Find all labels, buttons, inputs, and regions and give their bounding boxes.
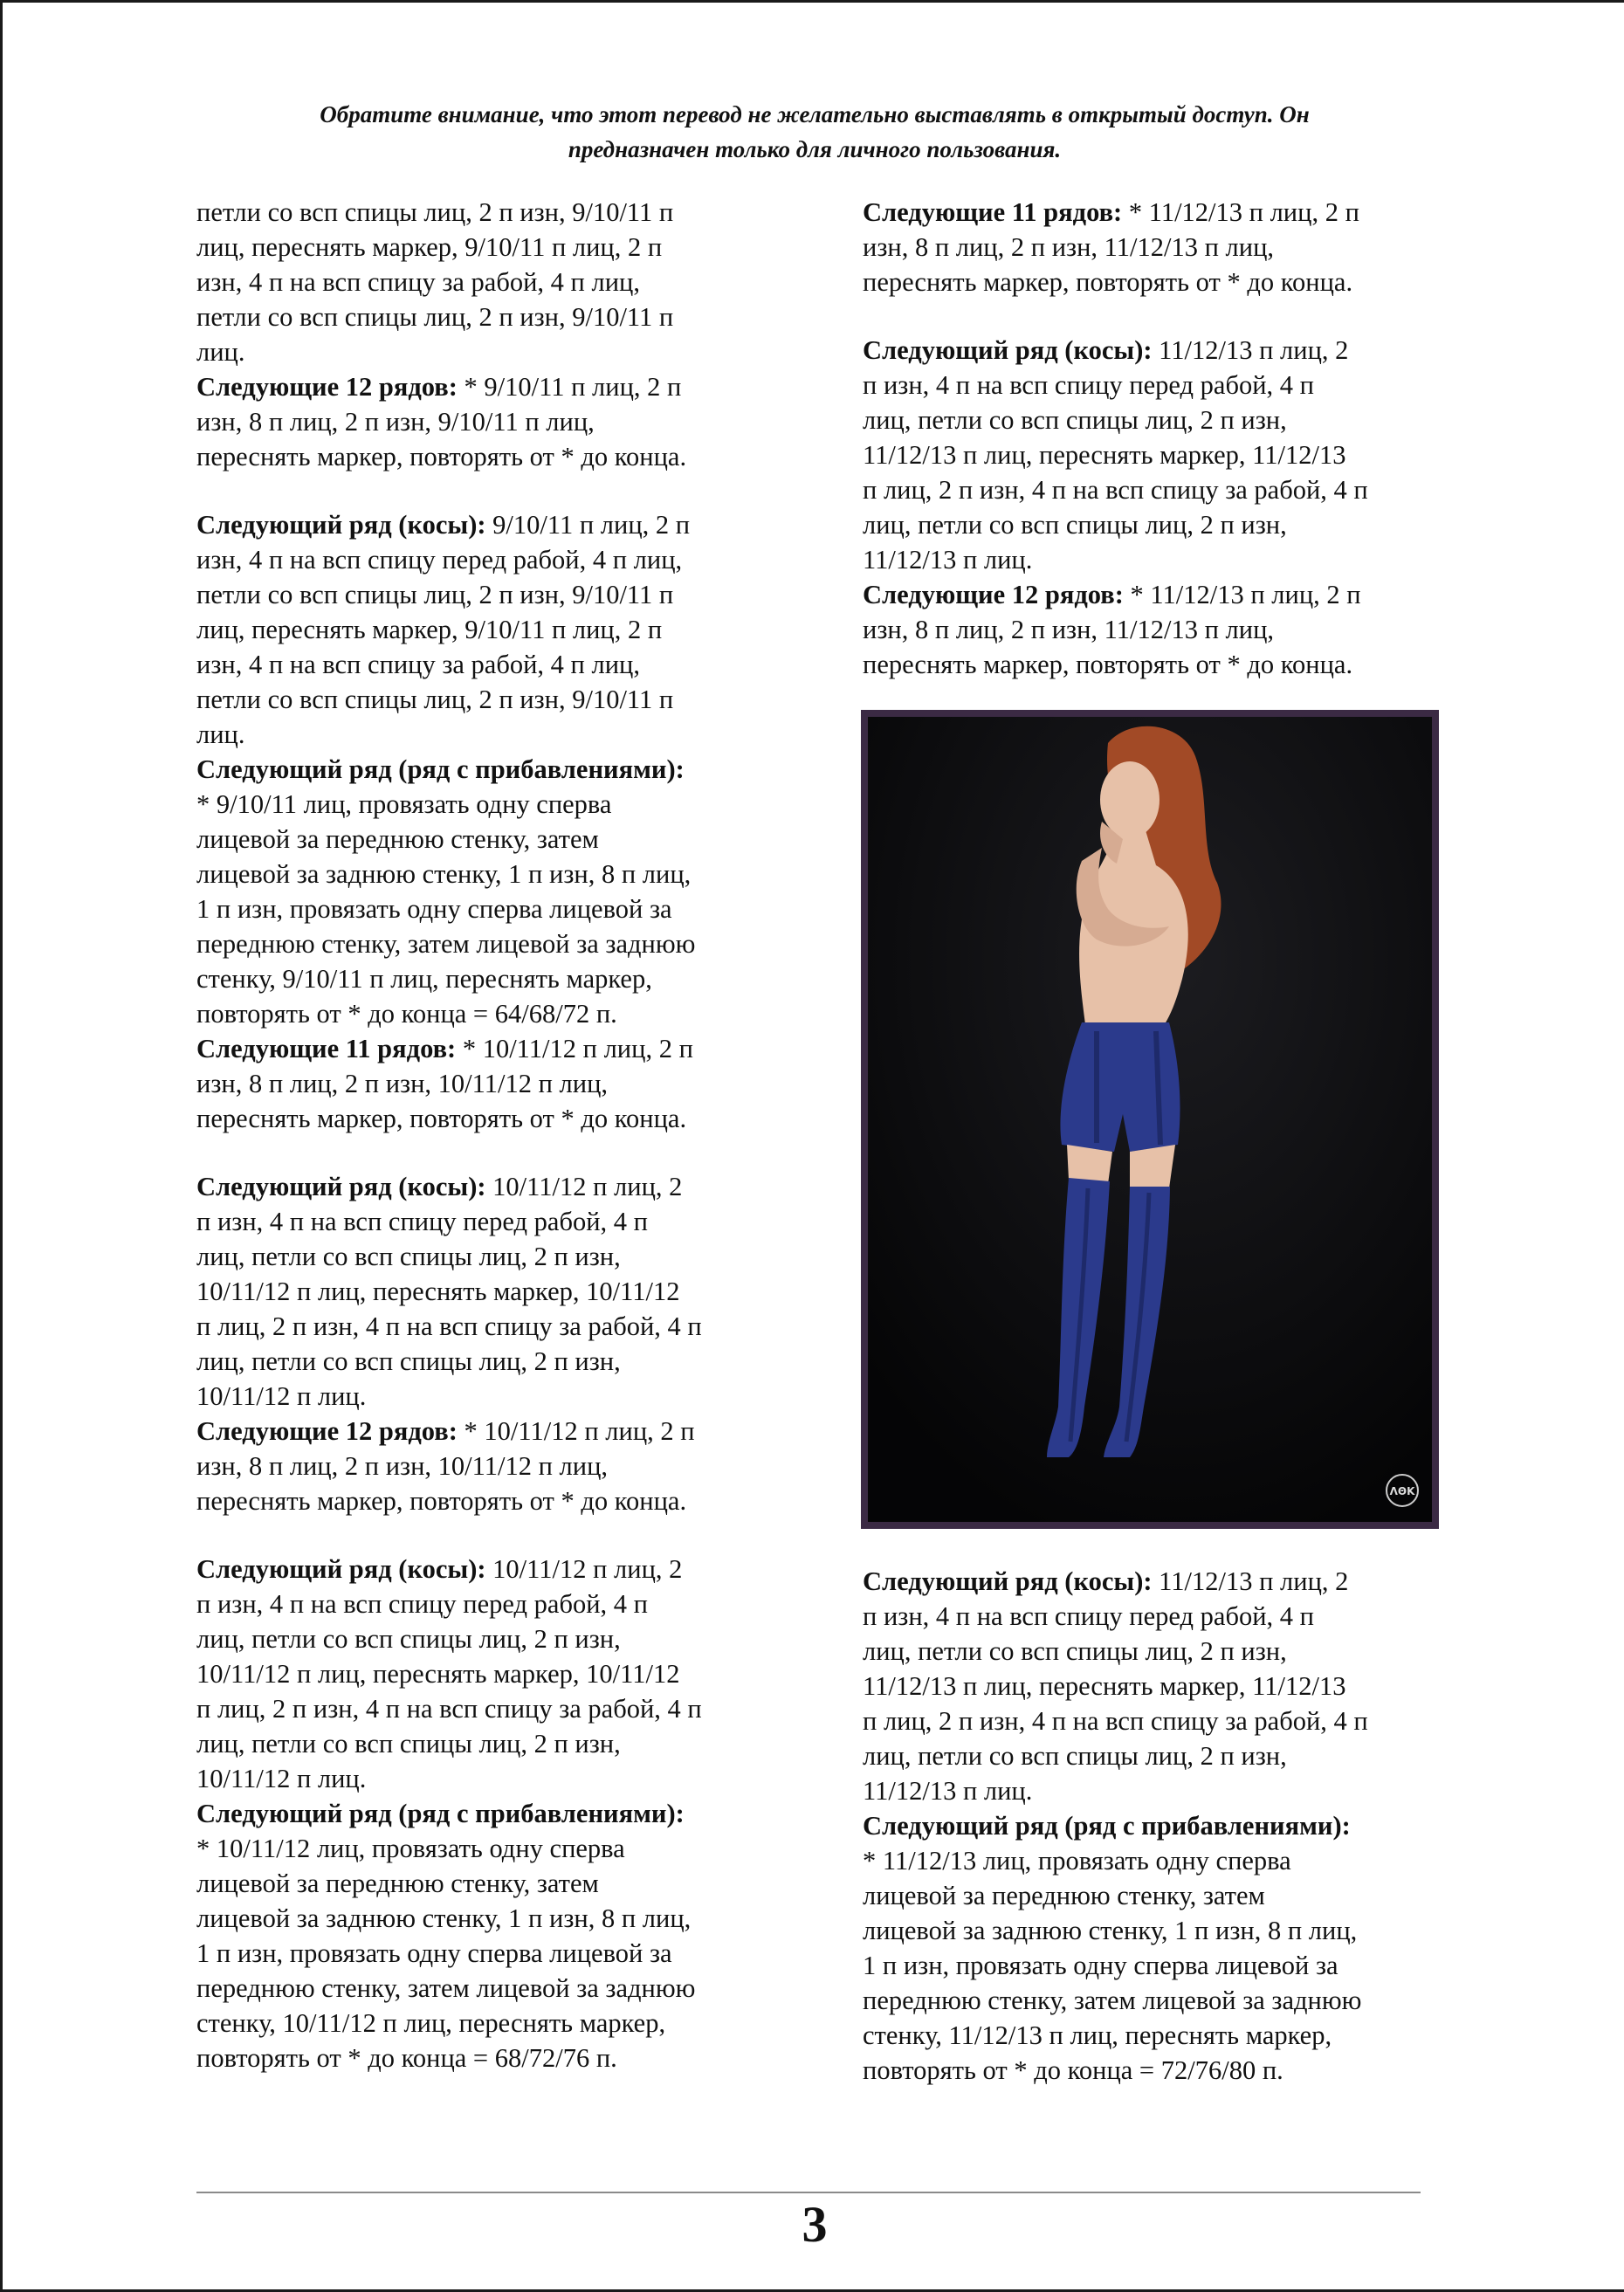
text-line: повторять от * до конца = 64/68/72 п.: [196, 999, 617, 1029]
paragraph: [863, 1564, 1448, 1808]
text-line: переснять маркер, повторять от * до конца.: [863, 650, 1353, 679]
text-line: изн, 4 п на всп спицу перед рабой, 4 п лиц,: [196, 545, 683, 575]
row-heading: Следующие 12 рядов:: [196, 372, 458, 402]
paragraph: [196, 1031, 790, 1136]
right-thigh: [1130, 1145, 1175, 1188]
text-line: [863, 1564, 1448, 1599]
row-heading: Следующий ряд (косы):: [196, 1172, 486, 1201]
text-line: 1 п изн, провязать одну сперва лицевой за: [196, 1938, 672, 1968]
page-number: 3: [802, 2196, 828, 2253]
left-column: [196, 195, 790, 2075]
row-heading: Следующий ряд (косы):: [863, 1566, 1153, 1596]
text-line: 1 п изн, провязать одну сперва лицевой за: [863, 1951, 1338, 1980]
paragraph: [196, 195, 790, 369]
text-line: переснять маркер, повторять от * до конца.: [863, 267, 1353, 297]
text-line: лиц, петли со всп спицы лиц, 2 п изн,: [863, 1741, 1287, 1771]
text-line: лицевой за переднюю стенку, затем: [196, 824, 599, 854]
text-line: изн, 8 п лиц, 2 п изн, 10/11/12 п лиц,: [196, 1069, 609, 1098]
text-line: [196, 1031, 790, 1066]
text-run: * 11/12/13 п лиц, 2 п: [1123, 580, 1361, 609]
text-line: лиц.: [196, 719, 245, 749]
text-line: стенку, 10/11/12 п лиц, переснять маркер,: [196, 2008, 666, 2038]
text-line: лиц, петли со всп спицы лиц, 2 п изн,: [863, 510, 1287, 540]
text-line: переднюю стенку, затем лицевой за заднюю: [196, 1973, 696, 2003]
text-line: лиц, переснять маркер, 9/10/11 п лиц, 2 п: [196, 615, 663, 644]
paragraph: [196, 1169, 790, 1414]
paragraph-gap: [863, 299, 1448, 333]
paragraph: [196, 369, 790, 474]
text-line: 11/12/13 п лиц, переснять маркер, 11/12/13: [863, 1671, 1346, 1701]
text-line: [863, 577, 1448, 612]
text-line: лиц, петли со всп спицы лиц, 2 п изн,: [196, 1242, 621, 1271]
paragraph-gap: [196, 474, 790, 507]
text-line: стенку, 9/10/11 п лиц, переснять маркер,: [196, 964, 652, 994]
text-line: 10/11/12 п лиц, переснять маркер, 10/11/12: [196, 1659, 680, 1689]
text-line: изн, 4 п на всп спицу за рабой, 4 п лиц,: [196, 267, 640, 297]
right-column-lower: [863, 1564, 1448, 2088]
paragraph: [863, 195, 1448, 299]
text-run: * 10/11/12 п лиц, 2 п: [456, 1034, 693, 1063]
text-line: [863, 333, 1448, 368]
text-line: петли со всп спицы лиц, 2 п изн, 9/10/11 п: [196, 685, 674, 714]
text-run: 10/11/12 п лиц, 2: [485, 1554, 683, 1584]
text-line: изн, 8 п лиц, 2 п изн, 11/12/13 п лиц,: [863, 232, 1275, 262]
text-line: лицевой за переднюю стенку, затем: [196, 1869, 599, 1898]
text-line: лиц.: [196, 337, 245, 367]
text-line: переснять маркер, повторять от * до конца.: [196, 1486, 687, 1516]
text-line: п изн, 4 п на всп спицу перед рабой, 4 п: [196, 1589, 648, 1619]
text-line: лиц, петли со всп спицы лиц, 2 п изн,: [196, 1624, 621, 1654]
row-heading: Следующий ряд (косы):: [196, 1554, 486, 1584]
text-line: 11/12/13 п лиц.: [863, 1776, 1033, 1806]
paragraph: [196, 507, 790, 752]
text-line: * 10/11/12 лиц, провязать одну сперва: [196, 1834, 625, 1863]
text-line: п лиц, 2 п изн, 4 п на всп спицу за рабой, 4 п: [196, 1311, 702, 1341]
text-line: лиц, петли со всп спицы лиц, 2 п изн,: [863, 405, 1287, 435]
row-heading: Следующий ряд (ряд с прибавлениями):: [196, 1799, 685, 1828]
text-line: повторять от * до конца = 68/72/76 п.: [196, 2043, 617, 2073]
text-line: [196, 1552, 790, 1587]
text-line: повторять от * до конца = 72/76/80 п.: [863, 2055, 1283, 2085]
text-line: изн, 8 п лиц, 2 п изн, 10/11/12 п лиц,: [196, 1451, 609, 1481]
text-line: стенку, 11/12/13 п лиц, переснять маркер,: [863, 2020, 1332, 2050]
row-heading: Следующий ряд (косы):: [196, 510, 486, 540]
text-line: 11/12/13 п лиц, переснять маркер, 11/12/13: [863, 440, 1346, 470]
text-line: лиц, петли со всп спицы лиц, 2 п изн,: [196, 1729, 621, 1759]
text-line: п лиц, 2 п изн, 4 п на всп спицу за рабой, 4 п: [196, 1694, 702, 1724]
text-line: п лиц, 2 п изн, 4 п на всп спицу за рабой, 4 п: [863, 1706, 1368, 1736]
text-line: лиц, петли со всп спицы лиц, 2 п изн,: [196, 1346, 621, 1376]
row-heading: Следующие 11 рядов:: [863, 197, 1123, 227]
face-shape: [1100, 761, 1160, 838]
text-run: 10/11/12 п лиц, 2: [485, 1172, 683, 1201]
row-heading: Следующие 12 рядов:: [196, 1416, 458, 1446]
notice-line: предназначен только для личного пользования.: [568, 136, 1062, 162]
text-line: лиц, петли со всп спицы лиц, 2 п изн,: [863, 1636, 1287, 1666]
text-line: * 9/10/11 лиц, провязать одну сперва: [196, 789, 612, 819]
text-run: 11/12/13 п лиц, 2: [1152, 335, 1349, 365]
text-line: [196, 369, 790, 404]
text-run: * 10/11/12 п лиц, 2 п: [457, 1416, 695, 1446]
text-line: лицевой за заднюю стенку, 1 п изн, 8 п лиц,: [863, 1916, 1358, 1945]
text-line: петли со всп спицы лиц, 2 п изн, 9/10/11 п: [196, 580, 674, 609]
text-run: * 11/12/13 п лиц, 2 п: [1122, 197, 1359, 227]
model-photo: [861, 710, 1439, 1529]
text-line: [863, 195, 1448, 230]
text-line: 10/11/12 п лиц.: [196, 1381, 367, 1411]
text-line: п изн, 4 п на всп спицу перед рабой, 4 п: [863, 1601, 1314, 1631]
row-heading: Следующий ряд (косы):: [863, 335, 1153, 365]
row-heading: Следующий ряд (ряд с прибавлениями):: [863, 1811, 1351, 1841]
paragraph: [196, 1414, 790, 1518]
text-line: переснять маркер, повторять от * до конца.: [196, 442, 687, 471]
notice-line: Обратите внимание, что этот перевод не желательно выставлять в открытый доступ. Он: [320, 101, 1310, 127]
text-line: петли со всп спицы лиц, 2 п изн, 9/10/11 п: [196, 302, 674, 332]
text-run: * 9/10/11 п лиц, 2 п: [457, 372, 682, 402]
text-line: переднюю стенку, затем лицевой за заднюю: [863, 1986, 1362, 2015]
text-line: [196, 1414, 790, 1449]
text-line: лицевой за переднюю стенку, затем: [863, 1881, 1265, 1910]
text-line: изн, 8 п лиц, 2 п изн, 11/12/13 п лиц,: [863, 615, 1275, 644]
text-line: лиц, переснять маркер, 9/10/11 п лиц, 2 п: [196, 232, 663, 262]
text-line: переснять маркер, повторять от * до конца.: [196, 1104, 687, 1133]
paragraph: [863, 1808, 1448, 2088]
text-line: лицевой за заднюю стенку, 1 п изн, 8 п лиц,: [196, 1903, 692, 1933]
text-line: п изн, 4 п на всп спицу перед рабой, 4 п: [863, 370, 1314, 400]
right-column: [863, 195, 1448, 682]
text-line: 10/11/12 п лиц, переснять маркер, 10/11/12: [196, 1277, 680, 1306]
text-line: изн, 8 п лиц, 2 п изн, 9/10/11 п лиц,: [196, 407, 595, 437]
row-heading: Следующий ряд (ряд с прибавлениями):: [196, 754, 685, 784]
text-line: * 11/12/13 лиц, провязать одну сперва: [863, 1846, 1291, 1876]
paragraph: [863, 333, 1448, 577]
paragraph: [196, 1552, 790, 1796]
paragraph: [196, 752, 790, 1031]
usage-notice: [177, 97, 1452, 167]
watermark-text: ΛΘK: [1389, 1485, 1415, 1497]
text-line: петли со всп спицы лиц, 2 п изн, 9/10/11 п: [196, 197, 674, 227]
text-line: изн, 4 п на всп спицу за рабой, 4 п лиц,: [196, 650, 640, 679]
text-line: лицевой за заднюю стенку, 1 п изн, 8 п лиц,: [196, 859, 692, 889]
text-run: 11/12/13 п лиц, 2: [1152, 1566, 1349, 1596]
paragraph-gap: [196, 1518, 790, 1552]
text-line: [196, 507, 790, 542]
text-line: п лиц, 2 п изн, 4 п на всп спицу за рабой, 4 п: [863, 475, 1368, 505]
text-run: 9/10/11 п лиц, 2 п: [485, 510, 691, 540]
text-line: 1 п изн, провязать одну сперва лицевой за: [196, 894, 672, 924]
paragraph: [196, 1796, 790, 2075]
paragraph: [863, 577, 1448, 682]
photo-illustration: [868, 717, 1432, 1522]
text-line: переднюю стенку, затем лицевой за заднюю: [196, 929, 696, 959]
row-heading: Следующие 11 рядов:: [196, 1034, 457, 1063]
text-line: п изн, 4 п на всп спицу перед рабой, 4 п: [196, 1207, 648, 1236]
text-line: [196, 1169, 790, 1204]
text-line: 11/12/13 п лиц.: [863, 545, 1033, 575]
row-heading: Следующие 12 рядов:: [863, 580, 1124, 609]
text-line: 10/11/12 п лиц.: [196, 1764, 367, 1793]
paragraph-gap: [196, 1136, 790, 1169]
